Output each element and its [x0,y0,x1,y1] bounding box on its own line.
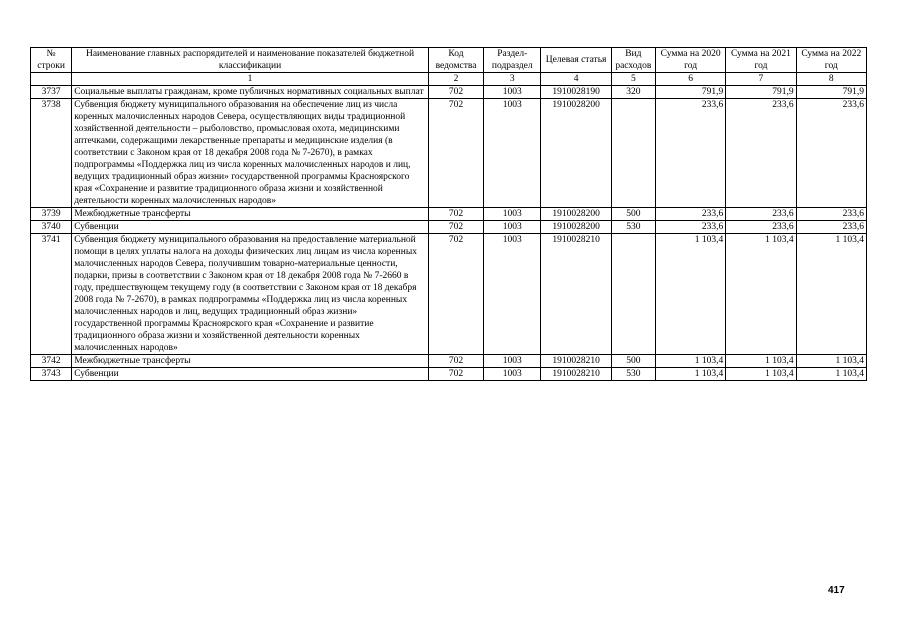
row-name: Субвенции [72,368,429,381]
column-number: 6 [655,73,725,86]
row-section: 1003 [484,368,541,381]
table-row [31,368,867,381]
header-sum-2022: Сумма на 2022 год [796,48,866,73]
row-name: Межбюджетные трансферты [72,208,429,221]
row-sum-2022: 233,6 [796,99,866,208]
row-number: 3737 [31,86,72,99]
row-section: 1003 [484,99,541,208]
row-number: 3742 [31,355,72,368]
header-sum-2020: Сумма на 2020 год [655,48,725,73]
row-dept-code: 702 [428,86,483,99]
table-row [31,221,867,234]
row-sum-2021: 233,6 [726,208,796,221]
row-dept-code: 702 [428,221,483,234]
header-dept-code: Код ведомства [428,48,483,73]
header-target: Целевая статья [541,48,611,73]
column-number: 4 [541,73,611,86]
column-number-row [31,73,867,86]
row-target: 1910028190 [541,86,611,99]
page-number: 417 [828,585,845,596]
row-number: 3738 [31,99,72,208]
row-sum-2022: 233,6 [796,221,866,234]
row-sum-2022: 791,9 [796,86,866,99]
row-target: 1910028200 [541,221,611,234]
row-exp-type: 320 [611,86,655,99]
row-number: 3741 [31,234,72,355]
row-target: 1910028200 [541,208,611,221]
table-row [31,86,867,99]
row-name: Субвенция бюджету муниципального образования на предоставление материальной помощи в целях уплаты налога на доходы физических лиц лицам из числа коренных малочисленных народов Севера, получившим товарно-материальные ценности, подарки, призы в соответствии с Законом края от 18 декабря 2008 года № 7-2660 в году, предшествующем текущему году (в соответствии с Законом края от 18 декабря 2008 года № 7-2670), в рамках подпрограммы «Поддержка лиц из числа коренных малочисленных народов и лиц, ведущих традиционный образ жизни» государственной программы Красноярского края «Сохранение и развитие традиционного образа жизни и хозяйственной деятельности коренных малочисленных народов» [72,234,429,355]
column-number: 3 [484,73,541,86]
column-number: 2 [428,73,483,86]
row-name: Субвенция бюджету муниципального образования на обеспечение лиц из числа коренных малочисленных народов Севера, осуществляющих виды традиционной хозяйственной деятельности – рыболовство, промысловая охота, медицинскими аптечками, содержащими лекарственные препараты и медицинские изделия (в соответствии с Законом края от 18 декабря 2008 года № 7-2670), в рамках подпрограммы «Поддержка лиц из числа коренных малочисленных народов и лиц, ведущих традиционный образ жизни» государственной программы Красноярского края «Сохранение и развитие традиционного образа жизни и хозяйственной деятельности коренных малочисленных народов» [72,99,429,208]
row-target: 1910028210 [541,234,611,355]
row-exp-type [611,99,655,208]
row-sum-2021: 1 103,4 [726,368,796,381]
column-number: 1 [72,73,429,86]
header-row [31,48,867,73]
row-name: Социальные выплаты гражданам, кроме публичных нормативных социальных выплат [72,86,429,99]
row-dept-code: 702 [428,99,483,208]
header-section: Раздел-подраздел [484,48,541,73]
row-exp-type: 530 [611,221,655,234]
row-exp-type: 530 [611,368,655,381]
header-name: Наименование главных распорядителей и наименование показателей бюджетной классификации [72,48,429,73]
row-sum-2020: 1 103,4 [655,355,725,368]
row-target: 1910028210 [541,368,611,381]
row-exp-type [611,234,655,355]
row-sum-2021: 1 103,4 [726,355,796,368]
row-number: 3743 [31,368,72,381]
row-section: 1003 [484,355,541,368]
table-row [31,208,867,221]
column-number: 7 [726,73,796,86]
row-sum-2021: 1 103,4 [726,234,796,355]
row-dept-code: 702 [428,208,483,221]
header-exp-type: Вид расходов [611,48,655,73]
table-row [31,355,867,368]
row-section: 1003 [484,234,541,355]
header-sum-2021: Сумма на 2021 год [726,48,796,73]
row-number: 3740 [31,221,72,234]
row-sum-2021: 791,9 [726,86,796,99]
row-dept-code: 702 [428,368,483,381]
row-name: Субвенции [72,221,429,234]
row-section: 1003 [484,86,541,99]
row-sum-2020: 1 103,4 [655,368,725,381]
row-section: 1003 [484,208,541,221]
row-name: Межбюджетные трансферты [72,355,429,368]
row-sum-2021: 233,6 [726,99,796,208]
row-sum-2020: 233,6 [655,221,725,234]
row-target: 1910028200 [541,99,611,208]
row-dept-code: 702 [428,234,483,355]
column-number: 5 [611,73,655,86]
column-number [31,73,72,86]
row-exp-type: 500 [611,208,655,221]
row-sum-2022: 1 103,4 [796,234,866,355]
row-number: 3739 [31,208,72,221]
row-sum-2022: 233,6 [796,208,866,221]
column-number: 8 [796,73,866,86]
row-dept-code: 702 [428,355,483,368]
table-row [31,234,867,355]
row-sum-2021: 233,6 [726,221,796,234]
row-sum-2020: 1 103,4 [655,234,725,355]
row-sum-2022: 1 103,4 [796,368,866,381]
row-section: 1003 [484,221,541,234]
row-target: 1910028210 [541,355,611,368]
budget-table [30,47,867,381]
table-row [31,99,867,208]
row-sum-2022: 1 103,4 [796,355,866,368]
row-sum-2020: 233,6 [655,208,725,221]
row-sum-2020: 791,9 [655,86,725,99]
row-exp-type: 500 [611,355,655,368]
header-row-no: № строки [31,48,72,73]
row-sum-2020: 233,6 [655,99,725,208]
